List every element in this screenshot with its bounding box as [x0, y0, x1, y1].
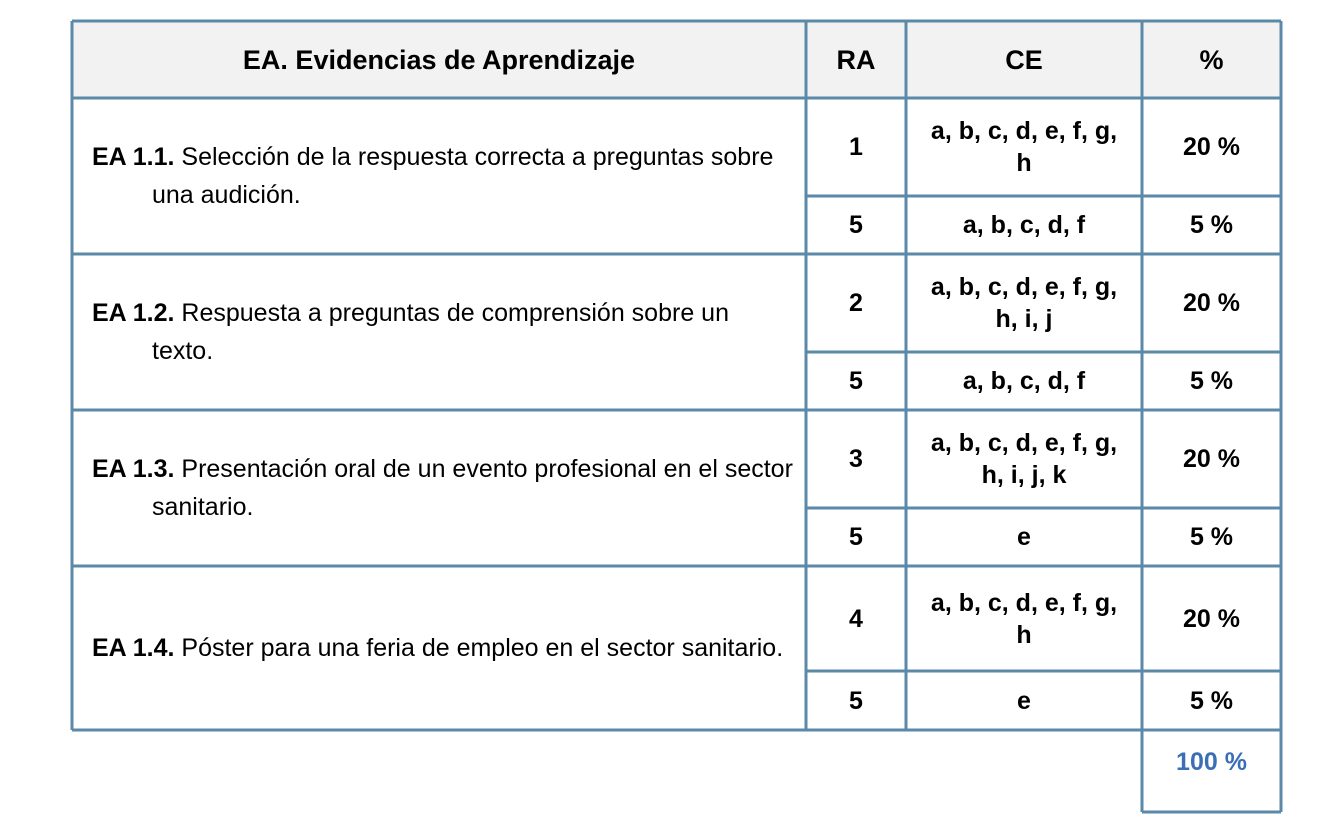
ea-1-2-description: Respuesta a preguntas de comprensión sobre un texto.	[152, 299, 729, 365]
total-percent: 100 %	[1176, 748, 1247, 776]
percent-cell: 20 %	[1183, 445, 1240, 473]
ce-cell: a, b, c, d, e, f, g, h	[930, 588, 1118, 649]
ra-cell: 5	[849, 523, 863, 551]
ce-cell: a, b, c, d, e, f, g, h, i, j, k	[930, 429, 1118, 489]
ea-1-4-code: EA 1.4.	[92, 634, 175, 662]
percent-cell: 20 %	[1183, 604, 1240, 633]
ea-1-2-text	[92, 294, 794, 370]
ra-cell: 5	[849, 211, 863, 239]
percent-cell: 5 %	[1189, 523, 1234, 551]
percent-cell: 20 %	[1183, 133, 1240, 161]
ea-1-1-text	[92, 138, 794, 214]
ea-1-3-code: EA 1.3.	[92, 455, 175, 483]
ce-cell: a, b, c, d, f	[962, 367, 1086, 395]
header-ra: RA	[836, 44, 876, 75]
ea-1-4-text	[92, 629, 783, 667]
header-ce: CE	[1005, 44, 1043, 75]
percent-cell: 5 %	[1189, 211, 1234, 239]
percent-cell: 5 %	[1189, 367, 1234, 395]
ea-1-3-cell	[72, 410, 806, 566]
ce-cell: e	[1017, 523, 1031, 551]
ra-cell: 4	[849, 604, 863, 633]
ea-1-1-cell	[72, 98, 806, 254]
header-percent: %	[1199, 44, 1224, 75]
ea-1-1-description: Selección de la respuesta correcta a preguntas sobre una audición.	[152, 143, 774, 209]
ra-cell: 1	[849, 133, 863, 161]
ce-cell: e	[1017, 686, 1031, 715]
ea-1-4-cell	[72, 566, 806, 730]
ce-cell: a, b, c, d, e, f, g, h	[930, 117, 1118, 177]
ra-cell: 2	[849, 289, 863, 317]
ea-1-4-description: Póster para una feria de empleo en el sector sanitario.	[181, 634, 784, 662]
ra-cell: 5	[849, 367, 863, 395]
header-ea: EA. Evidencias de Aprendizaje	[242, 44, 636, 75]
ea-1-3-description: Presentación oral de un evento profesional en el sector sanitario.	[152, 455, 793, 521]
ea-1-3-text	[92, 450, 794, 526]
ce-cell: a, b, c, d, f	[962, 211, 1086, 239]
ra-cell: 5	[849, 686, 863, 715]
ea-1-2-cell	[72, 254, 806, 410]
percent-cell: 20 %	[1183, 289, 1240, 317]
percent-cell: 5 %	[1189, 686, 1234, 715]
ea-1-1-code: EA 1.1.	[92, 143, 175, 171]
ea-1-2-code: EA 1.2.	[92, 299, 175, 327]
ce-cell: a, b, c, d, e, f, g, h, i, j	[930, 273, 1118, 333]
ra-cell: 3	[849, 445, 863, 473]
